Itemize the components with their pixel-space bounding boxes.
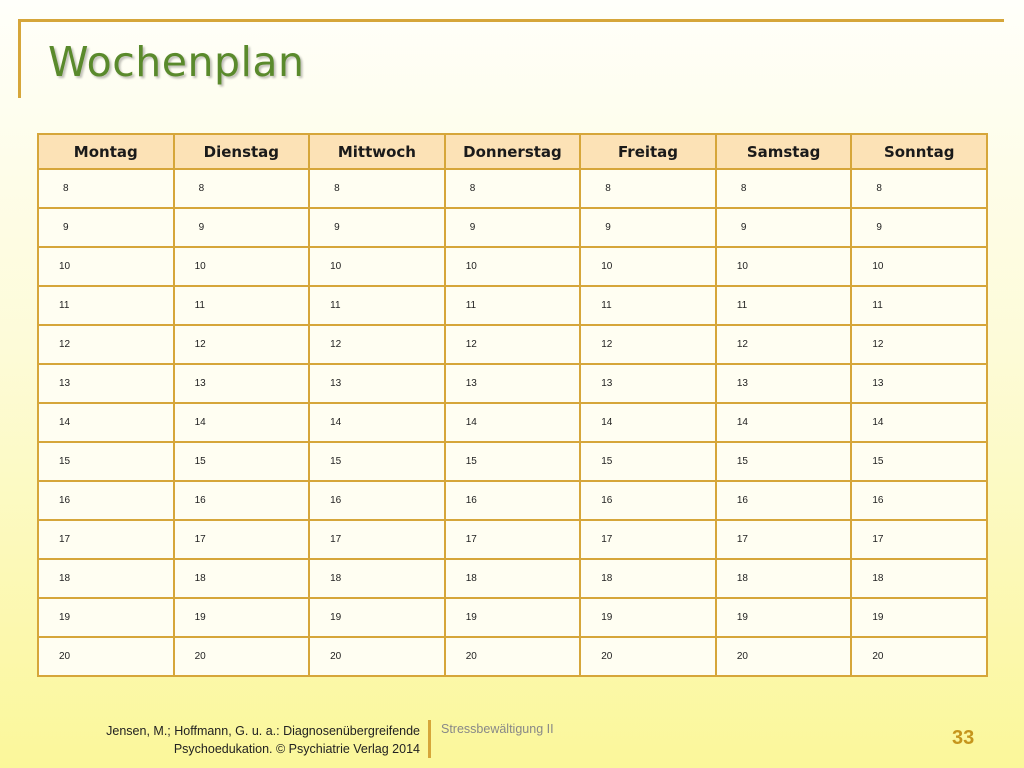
schedule-cell[interactable]: 12 xyxy=(445,325,581,364)
schedule-cell[interactable]: 11 xyxy=(309,286,445,325)
schedule-row xyxy=(38,325,987,364)
schedule-cell[interactable]: 15 xyxy=(174,442,310,481)
citation-line-1: Jensen, M.; Hoffmann, G. u. a.: Diagnosenübergreifende xyxy=(106,724,420,738)
header-donnerstag: Donnerstag xyxy=(445,134,581,169)
schedule-cell[interactable]: 8 xyxy=(309,169,445,208)
citation-line-2: Psychoedukation. © Psychiatrie Verlag 2014 xyxy=(173,742,420,756)
schedule-cell[interactable]: 20 xyxy=(38,637,174,676)
schedule-cell[interactable]: 20 xyxy=(445,637,581,676)
schedule-cell[interactable]: 15 xyxy=(851,442,987,481)
schedule-cell[interactable]: 19 xyxy=(445,598,581,637)
schedule-cell[interactable]: 19 xyxy=(309,598,445,637)
schedule-cell[interactable]: 9 xyxy=(445,208,581,247)
frame-left-line xyxy=(18,19,21,98)
schedule-cell[interactable]: 10 xyxy=(309,247,445,286)
schedule-cell[interactable]: 8 xyxy=(38,169,174,208)
header-sonntag: Sonntag xyxy=(851,134,987,169)
schedule-body xyxy=(38,169,987,676)
schedule-cell[interactable]: 12 xyxy=(309,325,445,364)
schedule-cell[interactable]: 10 xyxy=(716,247,852,286)
page-number: 33 xyxy=(952,727,975,749)
schedule-cell[interactable]: 10 xyxy=(851,247,987,286)
schedule-cell[interactable]: 20 xyxy=(716,637,852,676)
schedule-cell[interactable]: 9 xyxy=(38,208,174,247)
schedule-cell[interactable]: 12 xyxy=(580,325,716,364)
schedule-row xyxy=(38,442,987,481)
schedule-cell[interactable]: 11 xyxy=(716,286,852,325)
schedule-cell[interactable]: 19 xyxy=(716,598,852,637)
schedule-cell[interactable]: 12 xyxy=(174,325,310,364)
schedule-cell[interactable]: 15 xyxy=(309,442,445,481)
schedule-cell[interactable]: 14 xyxy=(851,403,987,442)
schedule-cell[interactable]: 15 xyxy=(38,442,174,481)
schedule-cell[interactable]: 20 xyxy=(580,637,716,676)
schedule-cell[interactable]: 18 xyxy=(38,559,174,598)
schedule-cell[interactable]: 17 xyxy=(174,520,310,559)
schedule-row xyxy=(38,403,987,442)
schedule-cell[interactable]: 16 xyxy=(174,481,310,520)
schedule-cell[interactable]: 20 xyxy=(174,637,310,676)
schedule-cell[interactable]: 9 xyxy=(174,208,310,247)
schedule-row xyxy=(38,598,987,637)
schedule-cell[interactable]: 8 xyxy=(851,169,987,208)
schedule-cell[interactable]: 10 xyxy=(445,247,581,286)
footer-divider xyxy=(428,720,431,758)
schedule-cell[interactable]: 13 xyxy=(580,364,716,403)
schedule-row xyxy=(38,559,987,598)
schedule-cell[interactable]: 19 xyxy=(38,598,174,637)
schedule-cell[interactable]: 17 xyxy=(309,520,445,559)
weekly-schedule-table xyxy=(37,133,988,677)
schedule-cell[interactable]: 12 xyxy=(716,325,852,364)
schedule-cell[interactable]: 11 xyxy=(38,286,174,325)
schedule-row xyxy=(38,364,987,403)
schedule-cell[interactable]: 10 xyxy=(580,247,716,286)
schedule-cell[interactable]: 18 xyxy=(174,559,310,598)
header-freitag: Freitag xyxy=(580,134,716,169)
schedule-cell[interactable]: 12 xyxy=(851,325,987,364)
schedule-cell[interactable]: 18 xyxy=(309,559,445,598)
schedule-cell[interactable]: 10 xyxy=(174,247,310,286)
schedule-row xyxy=(38,637,987,676)
schedule-cell[interactable]: 13 xyxy=(38,364,174,403)
schedule-cell[interactable]: 20 xyxy=(851,637,987,676)
schedule-cell[interactable]: 15 xyxy=(716,442,852,481)
header-row xyxy=(38,134,987,169)
schedule-cell[interactable]: 13 xyxy=(309,364,445,403)
schedule-cell[interactable]: 9 xyxy=(851,208,987,247)
schedule-cell[interactable]: 11 xyxy=(445,286,581,325)
schedule-cell[interactable]: 19 xyxy=(851,598,987,637)
schedule-row xyxy=(38,286,987,325)
schedule-row xyxy=(38,247,987,286)
schedule-cell[interactable]: 18 xyxy=(851,559,987,598)
header-samstag: Samstag xyxy=(716,134,852,169)
schedule-cell[interactable]: 8 xyxy=(716,169,852,208)
schedule-cell[interactable]: 15 xyxy=(580,442,716,481)
schedule-cell[interactable]: 13 xyxy=(851,364,987,403)
schedule-cell[interactable]: 17 xyxy=(851,520,987,559)
schedule-row xyxy=(38,520,987,559)
schedule-cell[interactable]: 16 xyxy=(445,481,581,520)
schedule-cell[interactable]: 18 xyxy=(445,559,581,598)
schedule-cell[interactable]: 9 xyxy=(716,208,852,247)
schedule-cell[interactable]: 16 xyxy=(851,481,987,520)
schedule-row xyxy=(38,481,987,520)
header-montag: Montag xyxy=(38,134,174,169)
schedule-cell[interactable]: 20 xyxy=(309,637,445,676)
schedule-cell[interactable]: 13 xyxy=(716,364,852,403)
schedule-cell[interactable]: 19 xyxy=(580,598,716,637)
schedule-cell[interactable]: 10 xyxy=(38,247,174,286)
schedule-cell[interactable]: 11 xyxy=(851,286,987,325)
schedule-cell[interactable]: 18 xyxy=(580,559,716,598)
schedule-row xyxy=(38,169,987,208)
schedule-cell[interactable]: 11 xyxy=(580,286,716,325)
schedule-cell[interactable]: 9 xyxy=(580,208,716,247)
schedule-cell[interactable]: 11 xyxy=(174,286,310,325)
schedule-cell[interactable]: 17 xyxy=(716,520,852,559)
schedule-cell[interactable]: 18 xyxy=(716,559,852,598)
schedule-cell[interactable]: 16 xyxy=(580,481,716,520)
schedule-cell[interactable]: 13 xyxy=(174,364,310,403)
schedule-cell[interactable]: 12 xyxy=(38,325,174,364)
schedule-cell[interactable]: 15 xyxy=(445,442,581,481)
schedule-cell[interactable]: 14 xyxy=(716,403,852,442)
schedule-cell[interactable]: 14 xyxy=(445,403,581,442)
footer-topic: Stressbewältigung II xyxy=(441,722,554,736)
schedule-cell[interactable]: 19 xyxy=(174,598,310,637)
schedule-cell[interactable]: 16 xyxy=(716,481,852,520)
footer-citation xyxy=(106,722,420,758)
schedule-cell[interactable]: 8 xyxy=(174,169,310,208)
schedule-cell[interactable]: 17 xyxy=(38,520,174,559)
schedule-cell[interactable]: 9 xyxy=(309,208,445,247)
header-dienstag: Dienstag xyxy=(174,134,310,169)
frame-top-line xyxy=(20,19,1004,22)
schedule-row xyxy=(38,208,987,247)
schedule-cell[interactable]: 14 xyxy=(38,403,174,442)
schedule-cell[interactable]: 13 xyxy=(445,364,581,403)
schedule-cell[interactable]: 14 xyxy=(174,403,310,442)
schedule-cell[interactable]: 17 xyxy=(580,520,716,559)
schedule-cell[interactable]: 17 xyxy=(445,520,581,559)
slide-title: Wochenplan xyxy=(48,38,305,86)
schedule-cell[interactable]: 16 xyxy=(38,481,174,520)
schedule-cell[interactable]: 8 xyxy=(580,169,716,208)
schedule-cell[interactable]: 16 xyxy=(309,481,445,520)
schedule-cell[interactable]: 14 xyxy=(580,403,716,442)
header-mittwoch: Mittwoch xyxy=(309,134,445,169)
schedule-cell[interactable]: 14 xyxy=(309,403,445,442)
schedule-cell[interactable]: 8 xyxy=(445,169,581,208)
